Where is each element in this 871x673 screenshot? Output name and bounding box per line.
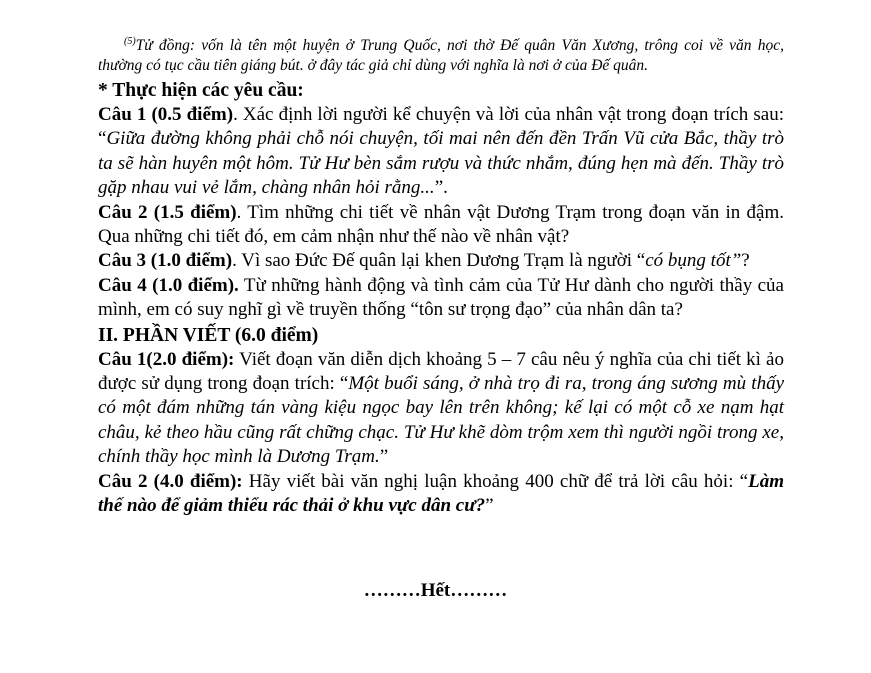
question-3-quote: có bụng tốt” bbox=[645, 250, 742, 272]
requirements-heading: * Thực hiện các yêu cầu: bbox=[98, 80, 304, 101]
question-3 bbox=[98, 249, 784, 273]
question-4 bbox=[98, 274, 784, 323]
writing-question-2-text: Hãy viết bài văn nghị luận khoảng 400 chữ để trả lời câu hỏi: “ bbox=[242, 470, 749, 492]
question-3-label: Câu 3 (1.0 điểm) bbox=[98, 250, 233, 272]
document-page bbox=[98, 36, 784, 519]
writing-question-1-end: ” bbox=[379, 446, 389, 468]
question-1-end: ”. bbox=[434, 177, 448, 199]
section-2-heading: II. PHẦN VIẾT (6.0 điểm) bbox=[98, 324, 319, 346]
question-2-label: Câu 2 (1.5 điểm) bbox=[98, 201, 237, 223]
question-1 bbox=[98, 103, 784, 201]
question-1-label: Câu 1 (0.5 điểm) bbox=[98, 104, 234, 125]
question-3-end: ? bbox=[741, 250, 750, 272]
question-1-text: . Xác định lời người kể chuyện và lời của nhân vật trong đoạn trích sau: “ bbox=[98, 104, 784, 150]
question-3-text: . Vì sao Đức Đế quân lại khen Dương Trạm là người “ bbox=[232, 250, 646, 272]
writing-question-1-label: Câu 1(2.0 điểm): bbox=[98, 348, 235, 370]
question-2-text: . Tìm những chi tiết về nhân vật Dương Trạm trong đoạn văn in đậm. Qua những chi tiết đó, em cảm nhận như thế nào về nhân vật? bbox=[98, 201, 784, 248]
writing-question-2-end: ” bbox=[485, 495, 494, 517]
question-4-label: Câu 4 (1.0 điểm). bbox=[98, 274, 239, 296]
question-1-quote: Giữa đường không phải chỗ nói chuyện, tối mai nên đến đền Trấn Vũ cửa Bắc, thầy trò ta sẽ hàn huyên một hôm. Tử Hư bèn sắm rượu và thức nhắm, đúng hẹn mà đến. Thầy trò gặp nhau vui vẻ lắm, chàng nhân hỏi rằng... bbox=[98, 128, 784, 199]
end-mark: ………Hết……… bbox=[363, 580, 508, 601]
footnote bbox=[98, 36, 784, 76]
writing-question-1-quote: Một buổi sáng, ở nhà trọ đi ra, trong áng sương mù thấy có một đám những tán vàng kiệu ngọc bay lên trên không; kế lại có một cỗ xe nạm hạt châu, kẻ theo hầu cũng rất chững chạc. Tử Hư khẽ dòm trộm xem thì người ngồi trong xe, chính thầy học mình là Dương Trạm. bbox=[98, 373, 784, 468]
question-2 bbox=[98, 201, 784, 250]
footnote-text: Tử đồng: vốn là tên một huyện ở Trung Quốc, nơi thờ Đế quân Văn Xương, trông coi về văn học, thường có tục cầu tiên giáng bút. ở đây tác giả chỉ dùng với nghĩa là nơi ở của Đế quân. bbox=[98, 37, 784, 74]
writing-question-2-quote: Làm thế nào để giảm thiểu rác thải ở khu vực dân cư? bbox=[98, 470, 784, 517]
writing-question-2 bbox=[98, 470, 784, 519]
footnote-marker: (5) bbox=[124, 35, 136, 47]
writing-question-1-text: Viết đoạn văn diễn dịch khoảng 5 – 7 câu nêu ý nghĩa của chi tiết kì ảo được sử dụng trong đoạn trích: “ bbox=[98, 348, 784, 395]
writing-question-1 bbox=[98, 348, 784, 470]
writing-question-2-label: Câu 2 (4.0 điểm): bbox=[98, 470, 243, 492]
question-4-text: Từ những hành động và tình cảm của Tử Hư dành cho người thầy của mình, em có suy nghĩ gì về truyền thống “tôn sư trọng đạo” của nhân dân ta? bbox=[98, 274, 784, 321]
